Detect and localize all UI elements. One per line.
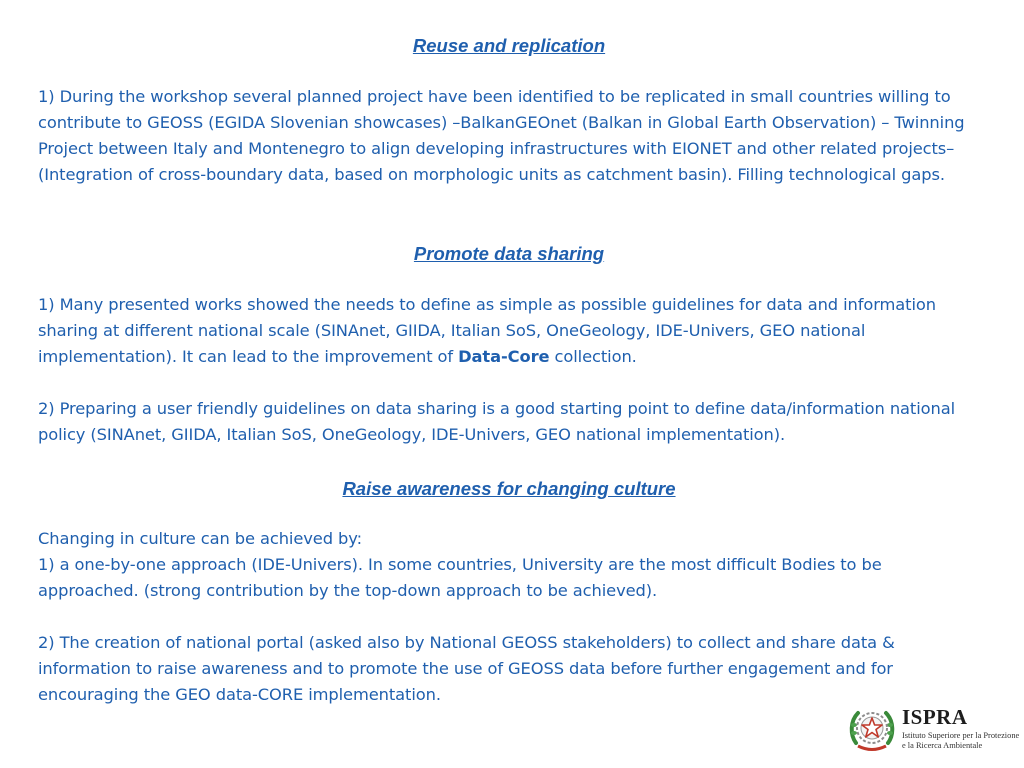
sharing-paragraph-1-end: collection. [549,347,637,366]
sharing-paragraph-2: 2) Preparing a user friendly guidelines on data sharing is a good starting point to define data/information national policy (SINAnet, GIIDA, Italian SoS, OneGeology, IDE-Univers, GEO national implementation). [38,399,956,444]
sharing-paragraph-1-text: 1) Many presented works showed the needs to define as simple as possible guidelines for data and information sharing at different national scale (SINAnet, GIIDA, Italian SoS, OneGeology, IDE-Univers, GEO national implementation). It can lead to the improvement of [38,295,936,366]
heading-reuse-and-replication: Reuse and replication [412,35,606,56]
logo-subtitle-line-2: e la Ricerca Ambientale [902,741,983,750]
sharing-paragraph-1 [38,292,968,370]
logo-subtitle-line-1: Istituto Superiore per la Protezione [902,731,1020,740]
heading-promote-data-sharing: Promote data sharing [413,243,605,264]
data-core-emphasis: Data-Core [458,347,550,366]
heading-raise-awareness: Raise awareness for changing culture [342,478,676,499]
italian-republic-emblem-icon [846,703,898,755]
reuse-paragraph-1: 1) During the workshop several planned project have been identified to be replicated in small countries willing to contribute to GEOSS (EGIDA Slovenian showcases) –BalkanGEOnet (Balkan in Global Earth Observation) – Twinning Project between Italy and Montenegro to align developing infrastructures with EIONET and other related projects– (Integration of cross-boundary data, based on morphologic units as catchment basin). Filling technological gaps. [38,87,965,184]
ispra-logo [846,703,1018,759]
awareness-paragraph-2: 2) The creation of national portal (asked also by National GEOSS stakeholders) to collect and share data & information to raise awareness and to promote the use of GEOSS data before further engagement and for encouraging the GEO data-CORE implementation. [38,633,895,704]
awareness-intro: Changing in culture can be achieved by: [38,529,362,548]
awareness-paragraph-1: 1) a one-by-one approach (IDE-Univers). In some countries, University are the most difficult Bodies to be approached. (strong contribution by the top-down approach to be achieved). [38,555,882,600]
logo-title: ISPRA [902,705,968,729]
